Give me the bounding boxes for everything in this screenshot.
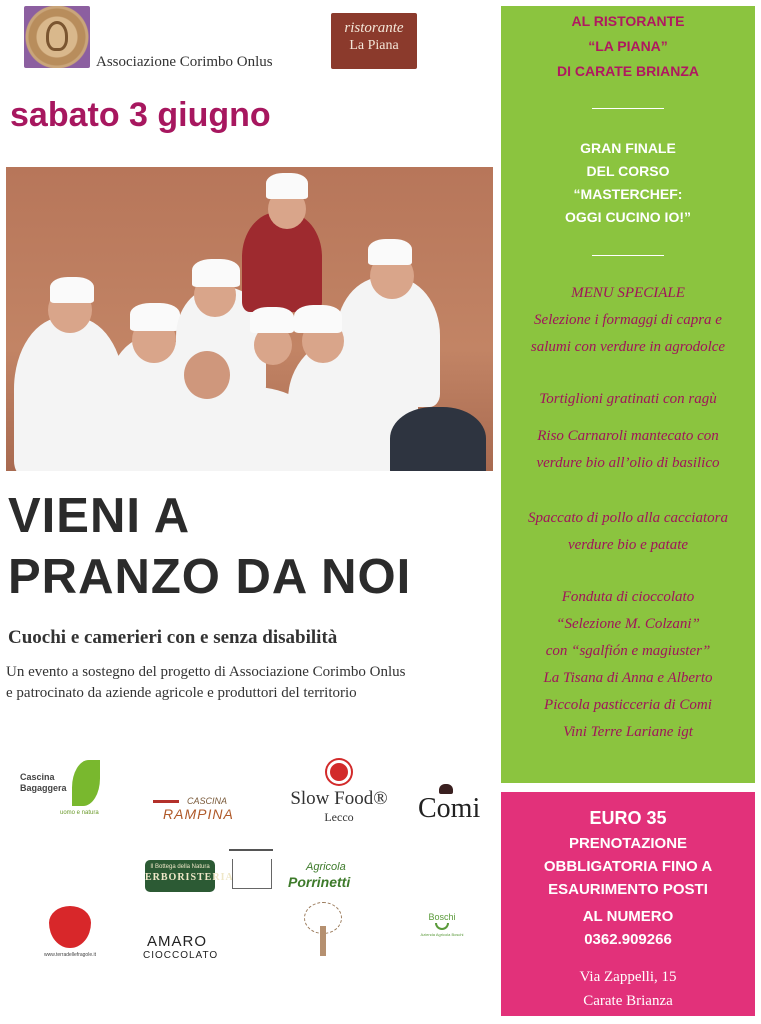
cascina-bagaggera-logo [20, 760, 102, 822]
terra-delle-fragole-logo [38, 906, 102, 962]
boschi-logo [417, 912, 467, 942]
subtitle: Cuochi e camerieri con e senza disabilità [8, 627, 338, 648]
menu-line: “Selezione M. Colzani” [556, 616, 700, 632]
rampina-line1: CASCINA [187, 796, 228, 806]
agricola-porrinetti-logo [232, 857, 351, 893]
farmhouse-icon [232, 859, 272, 889]
menu-line: Riso Carnaroli mantecato con [537, 428, 719, 444]
corimbo-logo [24, 6, 90, 68]
menu-line: Fonduta di cioccolato [561, 589, 695, 605]
menu-line: Piccola pasticceria di Comi [544, 697, 712, 713]
leaf-icon [72, 760, 100, 806]
restaurant-logo-line2: La Piana [349, 38, 399, 53]
phone-label: AL NUMERO [582, 908, 674, 925]
menu-panel [501, 6, 755, 783]
venue-line1: AL RISTORANTE [571, 13, 685, 29]
boschi-line1: Boschi [428, 912, 456, 922]
snail-icon [327, 760, 351, 784]
description-line1: Un evento a sostegno del progetto di Associazione Corimbo Onlus [6, 664, 406, 680]
menu-line: con “sgalfión e magiuster” [545, 643, 711, 659]
amaro-cioccolato-logo [143, 933, 219, 967]
finale-line2: DEL CORSO [586, 163, 670, 179]
finale-line3: “MASTERCHEF: [573, 186, 683, 202]
slow-food-logo [286, 760, 392, 828]
comi-text: Comi [418, 793, 481, 824]
menu-line: Tortiglioni gratinati con ragù [539, 391, 717, 407]
description [6, 662, 496, 704]
slowfood-line1: Slow Food® [290, 788, 388, 809]
chefs-group-photo [6, 167, 493, 471]
description-line2: e patrocinato da aziende agricole e produttori del territorio [6, 685, 357, 701]
finale-line4: OGGI CUCINO IO!” [565, 209, 691, 225]
event-date: sabato 3 giugno [10, 96, 271, 134]
booking-line2: OBBLIGATORIA FINO A [543, 858, 713, 875]
porrinetti-line1: Agricola [306, 861, 346, 873]
strawberry-icon [49, 906, 91, 948]
tree-logo [298, 900, 348, 960]
menu-line: verdure bio e patate [567, 537, 689, 553]
amaro-line1: AMARO [146, 933, 207, 950]
menu-line: Selezione i formaggi di capra e [534, 312, 722, 328]
address-line2: Carate Brianza [583, 993, 673, 1009]
address-line1: Via Zappelli, 15 [579, 969, 677, 985]
booking-line1: PRENOTAZIONE [568, 835, 688, 852]
cascina-tag: uomo e natura [60, 810, 99, 816]
cascina-line1: Cascina [20, 772, 55, 782]
booking-line3: ESAURIMENTO POSTI [548, 881, 708, 898]
finale-line1: GRAN FINALE [580, 140, 676, 156]
menu-line: Spaccato di pollo alla cacciatora [528, 510, 728, 526]
menu-line: verdure bio all’olio di basilico [536, 455, 720, 471]
porrinetti-line2: Porrinetti [288, 874, 351, 890]
headline-line2: PRANZO DA NOI [8, 550, 412, 604]
cascina-line2: Bagaggera [20, 783, 67, 793]
boschi-line2: Azienda Agricola Boschi [420, 932, 464, 937]
erboristeria-logo [145, 860, 234, 892]
amaro-line2: CIOCCOLATO [143, 950, 219, 961]
ristorante-la-piana-logo [331, 13, 417, 69]
venue-line3: DI CARATE BRIANZA [556, 63, 700, 79]
menu-line: salumi con verdure in agrodolce [530, 339, 726, 355]
cascina-rampina-logo [153, 796, 245, 830]
restaurant-logo-line1: ristorante [344, 20, 404, 36]
menu-line: Vini Terre Lariane igt [563, 724, 693, 740]
association-name: Associazione Corimbo Onlus [96, 54, 273, 70]
booking-panel [501, 792, 755, 1016]
headline-line1: VIENI A [8, 489, 191, 543]
arc-icon [435, 923, 449, 930]
fragola-url: www.terradellefragole.it [44, 952, 96, 958]
erboristeria-line2: ERBORISTERIA [145, 872, 234, 883]
menu-line: La Tisana di Anna e Alberto [543, 670, 713, 686]
venue-line2: “LA PIANA” [588, 38, 668, 54]
slowfood-line2: Lecco [324, 810, 354, 824]
erboristeria-line1: Il Bottega della Natura [150, 864, 210, 870]
menu-title: MENU SPECIALE [571, 285, 685, 301]
price: EURO 35 [589, 808, 667, 828]
phone-number: 0362.909266 [584, 931, 672, 948]
rampina-line2: RAMPINA [163, 806, 234, 822]
comi-logo [418, 784, 481, 828]
